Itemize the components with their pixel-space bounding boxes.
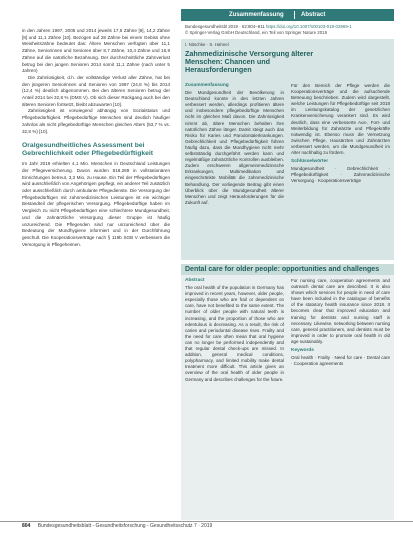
- footer-rule: [0, 521, 413, 522]
- abstract-german-box: [181, 39, 394, 260]
- abstract-german-title: Zahnmedizinische Versorgung älterer Menschen: Chancen und Herausforderungen: [185, 49, 314, 75]
- header-separator: [294, 11, 295, 19]
- paragraph: in den Jahren 1997, 2005 und 2014 jeweils 17,6 Zähne [9], 14,2 Zähne [8] und 11,1 Zähne [10]. Bezogen auf 28 Zähne bei einem Gebiss ohne Weisheitszähne bedeutet das: Ältere Menschen verfügten über 11,1 Zähne, Seniorinnen und Senioren über 8,7 Zähne, 10,4 Zähne und 16,9 Zähne auf die natürliche Bezahnung. Der durchschnittliche Zahnverlust betrug bei den jungen Senioren 2014 somit 11,1 Zähne (nach unter 5 Jahren): [22, 28, 170, 74]
- paragraph: Die Zahnlosigkeit, d.h. der vollständige Verlust aller Zähne, hat bei den jüngeren Seniorinnen und Senioren von 1997 (24,8 %) bis 2014 (12,4 %) deutlich abgenommen. Bei den älteren Senioren betrug der Anteil 2014 bei 32,8 % (DMS V). Ob sich dieser Rückgang auch bei den älteren Senioren fortsetzt, bleibt abzuwarten [10].: [22, 74, 170, 107]
- abstract-text: The oral health of the population in Germany has improved in recent years, however, older people, especially those who are frail or dependent on care, have not benefited to the same extent. The number of older people with natural teeth is increasing, and the proportion of those who are edentulous is decreasing. As a result, the risk of caries and periodontal disease rises. Frailty and the need for care often mean that oral hygiene can no longer be performed independently and that regular dental check-ups are missed. In addition, general medical conditions, polypharmacy, and limited mobility make dental treatment more difficult. This article gives an overview of the oral health of older people in Germany and describes challenges for the future.: [185, 285, 284, 382]
- citation-block: [185, 24, 405, 36]
- header-section-label: Zusammenfassung: [229, 11, 284, 18]
- keywords-text: Mundgesundheit · Gebrechlichkeit · Pflegebedürftigkeit · Zahnmedizinische Versorgung · Kooperationsverträge: [291, 166, 390, 184]
- left-column: [22, 28, 170, 248]
- summary-label: Zusammenfassung: [185, 83, 229, 88]
- keywords-text: Oral health · Frailty · Need for care · Dental care · Cooperation agreements: [291, 355, 390, 367]
- page-number: 804: [22, 523, 31, 529]
- paragraph: Zahnlosigkeit ist vorwiegend abhängig von Sozialstatus und Pflegebedürftigkeit. Pflegebedürftige Menschen sind deutlich häufiger zahnlos als nicht pflegebedürftige Menschen gleichen Alters (53,7 % vs. 32,8 %) [10].: [22, 108, 170, 134]
- abstract-label: Abstract: [185, 278, 205, 283]
- keywords-label: Keywords: [291, 348, 314, 354]
- journal-name: Bundesgesundheitsblatt - Gesundheitsforschung - Gesundheitsschutz 7 · 2019: [37, 523, 213, 529]
- abstract-english-col-2: [291, 278, 390, 383]
- left-body-text: [22, 28, 170, 135]
- abstract-german-col-2: [291, 83, 390, 206]
- abstract-text: Die Mundgesundheit der Bevölkerung in Deutschland konnte in den letzten Jahren verbessert werden, allerdings profitieren ältere und insbesondere pflegebedürftige Menschen nicht im gleichen Maß davon. Die Zahnlosigkeit nimmt ab, ältere Menschen behalten ihre natürlichen Zähne länger. Damit steigt auch das Risiko für Karies und Parodontalerkrankungen. Gebrechlichkeit und Pflegebedürftigkeit führen häufig dazu, dass die Mundhygiene nicht mehr selbstständig durchgeführt werden kann und regelmäßige zahnärztliche Kontrollen ausbleiben. Zudem erschweren allgemeinmedizinische Erkrankungen, Multimedikation und eingeschränkte Mobilität die zahnmedizinische Behandlung. Der vorliegende Beitrag gibt einen Überblick über die Mundgesundheit älterer Menschen und zeigt Herausforderungen für die Zukunft auf.: [185, 90, 284, 205]
- abstract-english-col-1: [185, 278, 284, 383]
- abstract-german-columns: [185, 83, 390, 206]
- page-footer: [22, 523, 212, 529]
- keywords-label: Schlüsselwörter: [291, 159, 329, 165]
- abstract-german-header: [185, 42, 390, 79]
- authors: I. Nitschke · S. Hahnel: [185, 42, 229, 47]
- abstract-text: For nursing care, cooperation agreements and outreach dental care are described. It is also shown which services for people in need of care have been included in the catalogue of benefits of the statutory health insurance since 2018. It becomes clear that improved education and training for dentists and nursing staff is necessary. Likewise, networking between nursing care, general practitioners, and dentists must be improved in order to promote oral health in old age sustainably.: [291, 278, 390, 344]
- abstract-english-columns: [185, 278, 390, 383]
- header-abstract-label: Abstract: [301, 11, 326, 18]
- abstract-english-box: [181, 264, 394, 520]
- abstract-english-title-bar: [181, 264, 394, 275]
- section-header-band: [181, 9, 394, 21]
- citation-copyright: © Springer-Verlag GmbH Deutschland, ein Teil von Springer Nature 2019: [185, 30, 328, 35]
- section-heading: Oralgesundheitliches Assessment bei Gebrechlichkeit oder Pflegebedürftigkeit: [22, 142, 154, 158]
- left-body-text-2: [22, 161, 170, 248]
- abstract-english-title: Dental care for older people: opportunities and challenges: [185, 265, 380, 273]
- abstract-text: Für den Bereich der Pflege werden die Kooperationsverträge und die aufsuchende Betreuung beschrieben. Zudem wird dargestellt, welche Leistungen für Pflegebedürftige seit 2018 im Leistungskatalog der gesetzlichen Krankenversicherung verankert sind. Es wird deutlich, dass eine verbesserte Aus-, Fort- und Weiterbildung für Zahnärzte und Pflegekräfte notwendig ist. Ebenso muss die Vernetzung zwischen Pflege, Hausärzten und Zahnärzten verbessert werden, um die Mundgesundheit im Alter nachhaltig zu fördern.: [291, 83, 390, 156]
- citation-doi-link[interactable]: https://doi.org/10.1007/s00103-019-02969-1: [265, 24, 352, 29]
- abstract-german-col-1: [185, 83, 284, 206]
- paragraph: Im Jahr 2019 erhielten 4,1 Mio. Menschen in Deutschland Leistungen der Pflegeversicherung. Davon wurden 818.289 in vollstationären Einrichtungen betreut, 3,3 Mio. zu Hause. Ein Teil der Pflegebedürftigen wird ausschließlich von Angehörigen gepflegt, ein anderer Teil zusätzlich oder ausschließlich durch ambulante Pflegedienste. Die Versorgung der Pflegebedürftigen mit zahnmedizinischen Leistungen ist ein wichtiger Bestandteil der pflegerischen Versorgung. Pflegebedürftige haben im Vergleich zu nicht Pflegebedürftigen eine schlechtere Mundgesundheit, und die zahnärztliche Versorgung dieser Gruppe ist häufig unzureichend. Die Pflegenden sind nur unzureichend über die Bedeutung der Mundhygiene informiert und in der Durchführung geschult. Die Kooperationsverträge nach § 119b SGB V verbessern die Versorgung in Pflegeheimen.: [22, 161, 170, 247]
- citation-journal: Bundesgesundheitsbl 2019 · 62:804–811: [185, 24, 265, 29]
